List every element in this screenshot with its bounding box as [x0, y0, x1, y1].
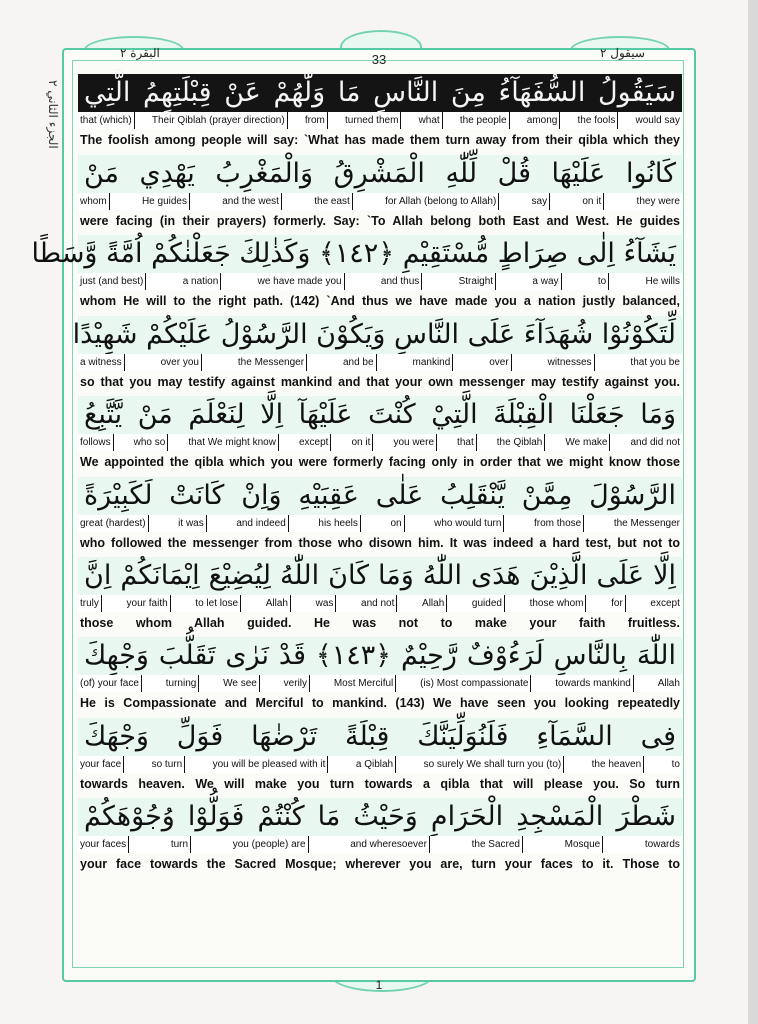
verse-line	[78, 396, 682, 473]
word-gloss-row	[78, 675, 682, 692]
arabic-text: شَطْرَ الْمَسْجِدِ الْحَرَامِ وَحَيْثُ مَا كُنْتُمْ فَوَلُّوْا وُجُوْهَكُمْ	[84, 801, 676, 832]
word-gloss-row	[78, 515, 682, 532]
word-gloss: whom	[78, 193, 110, 210]
word-gloss: that (which)	[78, 112, 135, 129]
word-gloss: who would turn	[432, 515, 504, 532]
verse-line	[78, 798, 682, 875]
word-gloss: just (and best)	[78, 273, 146, 290]
word-gloss: what	[417, 112, 443, 129]
word-gloss: your faces	[78, 836, 129, 853]
word-gloss: a Qiblah	[354, 756, 396, 773]
english-translation: towards heaven. We will make you turn towards a qibla that will please you. So turn	[80, 777, 680, 791]
word-gloss: over	[487, 354, 511, 371]
verse-line	[31, 235, 682, 312]
word-gloss: to let lose	[193, 595, 241, 612]
english-translation: so that you may testify against mankind and that your own messenger may testify against you.	[80, 375, 680, 389]
word-gloss: the Messenger	[236, 354, 307, 371]
word-gloss: guided	[470, 595, 505, 612]
arabic-band	[78, 74, 682, 112]
word-gloss: a witness	[78, 354, 125, 371]
english-translation: We appointed the qibla which you were formerly facing only in order that we might know those	[80, 455, 680, 469]
arabic-text: يَشَآءُ اِلٰى صِرَاطٍ مُّسْتَقِيْمٍ ﴿١٤٢﴾ وَكَذٰلِكَ جَعَلْنٰكُمْ اُمَّةً وَّسَطًا	[31, 238, 676, 269]
word-gloss: Mosque	[563, 836, 604, 853]
word-gloss: would say	[635, 115, 680, 126]
word-gloss: those whom	[528, 595, 587, 612]
english-translation: whom He will to the right path. (142) `And thus we have made you a nation justly balanced,	[80, 294, 680, 308]
juz-side-label: الجزء الثاني ٢	[46, 80, 60, 149]
word-gloss-row	[78, 273, 682, 290]
word-gloss-row	[78, 595, 682, 612]
word-gloss: on	[388, 515, 404, 532]
word-gloss: truly	[78, 595, 102, 612]
verse-line	[78, 477, 682, 554]
word-gloss: (of) your face	[78, 675, 142, 692]
word-gloss: mankind	[410, 354, 453, 371]
arabic-band	[78, 798, 682, 836]
word-gloss: great (hardest)	[78, 515, 149, 532]
word-gloss: on it	[580, 193, 604, 210]
surah-name-header: البقرة ٢	[120, 46, 160, 60]
verse-line	[78, 155, 682, 232]
word-gloss: Allah	[420, 595, 447, 612]
word-gloss: so turn	[150, 756, 186, 773]
word-gloss: We see	[221, 675, 260, 692]
word-gloss: that you be	[630, 357, 680, 368]
word-gloss: the east	[312, 193, 353, 210]
arabic-band	[72, 316, 682, 354]
word-gloss: and indeed	[234, 515, 289, 532]
word-gloss: witnesses	[546, 354, 595, 371]
word-gloss: you (people) are	[231, 836, 309, 853]
english-translation: The foolish among people will say: `What has made them turn away from their qibla which they	[80, 133, 680, 147]
word-gloss: for Allah (belong to Allah)	[383, 193, 499, 210]
word-gloss: it was	[176, 515, 207, 532]
word-gloss: among	[525, 112, 561, 129]
arabic-text: اللّٰهَ بِالنَّاسِ لَرَءُوْفٌ رَّحِيْمٌ ﴿١٤٣﴾ قَدْ نَرٰى تَقَلُّبَ وَجْهِكَ	[84, 640, 676, 671]
word-gloss: his heels	[316, 515, 360, 532]
word-gloss: that	[455, 434, 477, 451]
word-gloss: We make	[563, 434, 610, 451]
word-gloss: Allah	[264, 595, 291, 612]
word-gloss-row	[78, 112, 682, 129]
word-gloss: you will be pleased with it	[211, 756, 329, 773]
word-gloss: your faith	[125, 595, 171, 612]
word-gloss-row	[78, 193, 682, 210]
arabic-text: وَمَا جَعَلْنَا الْقِبْلَةَ الَّتِيْ كُنْتَ عَلَيْهَآ اِلَّا لِنَعْلَمَ مَنْ يَّتَّبِعُ	[84, 399, 676, 430]
word-gloss: you were	[391, 434, 437, 451]
word-gloss: (is) Most compassionate	[418, 675, 531, 692]
word-gloss: they were	[636, 196, 680, 207]
word-gloss: on it	[350, 434, 374, 451]
verse-line	[78, 637, 682, 714]
word-gloss: we have made you	[256, 273, 345, 290]
word-gloss: and the west	[220, 193, 282, 210]
word-gloss: from those	[532, 515, 584, 532]
arabic-band	[78, 718, 682, 756]
word-gloss: the fools	[576, 112, 619, 129]
word-gloss-row	[78, 756, 682, 773]
verse-line	[78, 718, 682, 795]
word-gloss: and be	[341, 354, 377, 371]
verse-line	[72, 316, 682, 393]
verse-line	[78, 557, 682, 634]
word-gloss: that We might know	[186, 434, 279, 451]
english-translation: were facing (in their prayers) formerly. Say: `To Allah belong both East and West. He guides	[80, 214, 680, 228]
arabic-text: لِّتَكُوْنُوْا شُهَدَآءَ عَلَى النَّاسِ وَيَكُوْنَ الرَّسُوْلُ عَلَيْكُمْ شَهِيْدًا	[72, 319, 676, 350]
english-translation: those whom Allah guided. He was not to make your faith fruitless.	[80, 616, 680, 630]
word-gloss: Their Qiblah (prayer direction)	[150, 112, 288, 129]
arabic-text: كَانُوا عَلَيْهَا قُلْ لِّلّٰهِ الْمَشْرِقُ وَالْمَغْرِبُ يَهْدِي مَنْ	[84, 158, 676, 189]
word-gloss: and did not	[630, 437, 680, 448]
word-gloss: and not	[359, 595, 397, 612]
word-gloss: say	[530, 193, 551, 210]
word-gloss: and wheresoever	[348, 836, 430, 853]
word-gloss: over you	[159, 354, 202, 371]
word-gloss: except	[650, 598, 680, 609]
footer-page-number: 1	[375, 978, 383, 992]
english-translation: your face towards the Sacred Mosque; wherever you are, turn your faces to it. Those to	[80, 857, 680, 871]
arabic-text: سَيَقُولُ السُّفَهَآءُ مِنَ النَّاسِ مَا وَلّٰهُمْ عَنْ قِبْلَتِهِمُ الَّتِي	[84, 77, 676, 108]
word-gloss-row	[78, 836, 682, 853]
page-number: 33	[371, 52, 387, 67]
word-gloss: from	[303, 112, 328, 129]
word-gloss: the heaven	[590, 756, 645, 773]
word-gloss: and thus	[379, 273, 422, 290]
word-gloss: the Qiblah	[495, 434, 546, 451]
arabic-band	[78, 155, 682, 193]
arabic-text: فِى السَّمَآءِ فَلَنُوَلِّيَنَّكَ قِبْلَةً تَرْضٰهَا فَوَلِّ وَجْهَكَ	[84, 721, 676, 752]
word-gloss: Allah	[657, 678, 680, 689]
word-gloss: a way	[530, 273, 561, 290]
word-gloss: towards	[644, 839, 680, 850]
word-gloss: who so	[132, 434, 169, 451]
word-gloss: verily	[282, 675, 310, 692]
arabic-band	[78, 396, 682, 434]
arabic-band	[78, 637, 682, 675]
word-gloss: Straight	[457, 273, 496, 290]
word-gloss: so surely We shall turn you (to)	[422, 756, 565, 773]
word-gloss: the people	[458, 112, 510, 129]
word-gloss: turned them	[343, 112, 401, 129]
word-gloss: turning	[164, 675, 200, 692]
word-gloss: He guides	[140, 193, 190, 210]
arabic-band	[78, 557, 682, 595]
word-gloss: follows	[78, 434, 114, 451]
english-translation: He is Compassionate and Merciful to mankind. (143) We have seen you looking repeatedly	[80, 696, 680, 710]
word-gloss: He wills	[645, 276, 680, 287]
english-translation: who followed the messenger from those who disown him. It was indeed a hard test, but not to	[80, 536, 680, 550]
arabic-band	[31, 235, 682, 273]
word-gloss: towards mankind	[553, 675, 634, 692]
word-gloss: except	[297, 434, 331, 451]
word-gloss: to	[671, 759, 680, 770]
arabic-text: اِلَّا عَلَى الَّذِيْنَ هَدَى اللّٰهُ وَمَا كَانَ اللّٰهُ لِيُضِيْعَ اِيْمَانَكُمْ اِنَّ	[84, 560, 676, 591]
word-gloss: was	[314, 595, 337, 612]
word-gloss: to	[596, 273, 609, 290]
word-gloss: the Messenger	[613, 518, 680, 529]
word-gloss-row	[78, 354, 682, 371]
word-gloss: a nation	[181, 273, 222, 290]
word-gloss-row	[78, 434, 682, 451]
word-gloss: your face	[78, 756, 124, 773]
arabic-band	[78, 477, 682, 515]
word-gloss: the Sacred	[470, 836, 523, 853]
para-name-header: سیقول ٢	[600, 46, 645, 60]
verse-line	[78, 74, 682, 151]
word-gloss: Most Merciful	[332, 675, 396, 692]
word-gloss: for	[609, 595, 626, 612]
word-gloss: turn	[169, 836, 191, 853]
arabic-text: الرَّسُوْلَ مِمَّنْ يَّنْقَلِبُ عَلٰى عَقِبَيْهِ وَاِنْ كَانَتْ لَكَبِيْرَةً	[84, 480, 676, 511]
